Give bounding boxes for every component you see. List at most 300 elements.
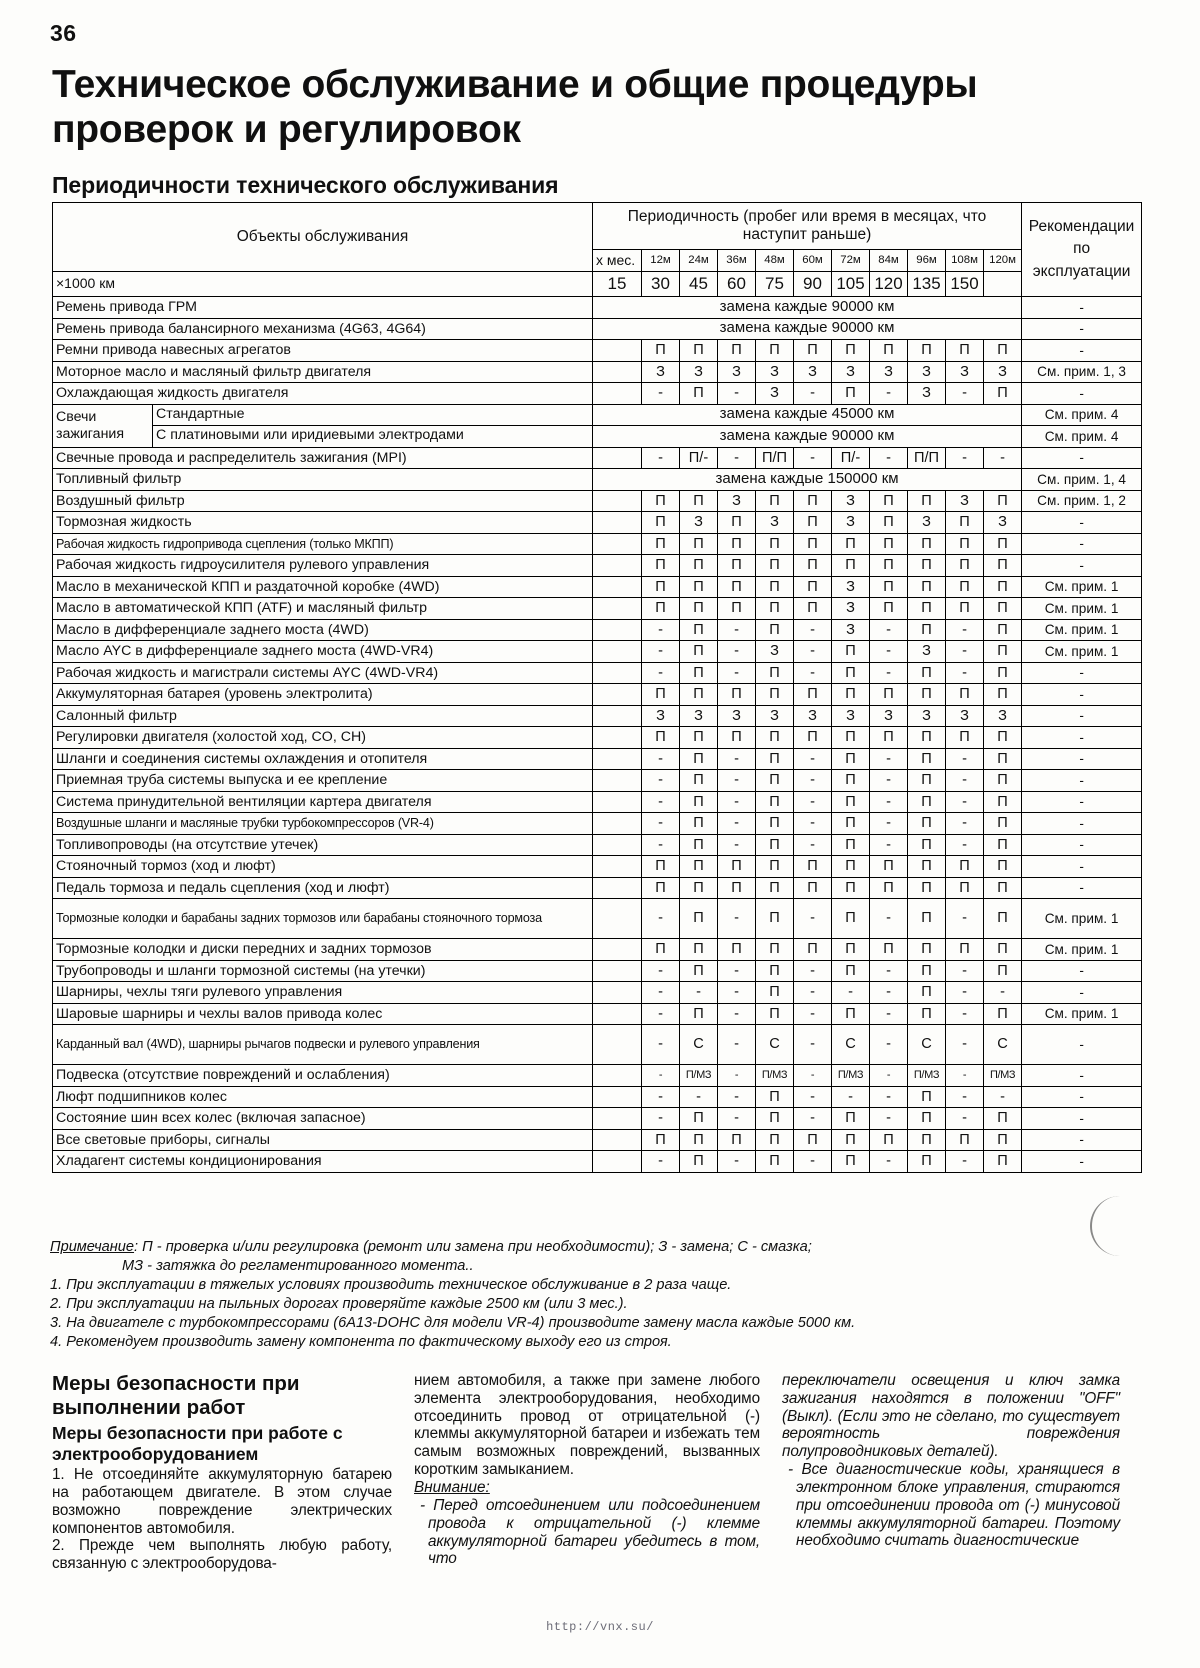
row-cell-3: П (756, 982, 794, 1004)
row-cell-3: П (756, 1151, 794, 1173)
note-line2: МЗ - затяжка до регламентированного момента.. (122, 1257, 474, 1274)
row-cell-unit (593, 834, 642, 856)
row-cell-4: П (794, 533, 832, 555)
header-km-5: 90 (794, 272, 832, 297)
row-cell-1: П (680, 856, 718, 878)
row-recommendation: - (1022, 791, 1142, 813)
row-cell-6: - (870, 383, 908, 405)
row-cell-unit (593, 641, 642, 663)
row-cell-1: П (680, 1129, 718, 1151)
row-recommendation: - (1022, 512, 1142, 534)
row-cell-1: З (680, 361, 718, 383)
row-cell-5: П (832, 877, 870, 899)
row-cell-8: П (946, 512, 984, 534)
row-cell-3: П (756, 960, 794, 982)
row-cell-2: П (718, 533, 756, 555)
row-cell-7: П (908, 770, 946, 792)
row-recommendation: - (1022, 447, 1142, 469)
row-cell-3: З (756, 361, 794, 383)
row-recommendation: - (1022, 318, 1142, 340)
row-cell-6: - (870, 899, 908, 939)
row-cell-8: - (946, 1025, 984, 1065)
table-row (53, 1025, 1142, 1065)
row-cell-2: З (718, 361, 756, 383)
column-left (52, 1372, 392, 1612)
row-cell-7: П (908, 899, 946, 939)
row-cell-5: З (832, 619, 870, 641)
row-label: Масло AYC в дифференциале заднего моста (4WD-VR4) (53, 641, 593, 663)
row-cell-7: П (908, 1108, 946, 1130)
row-cell-5: П (832, 748, 870, 770)
row-cell-3: П (756, 939, 794, 961)
header-month-8: 108м (946, 250, 984, 272)
table-row (53, 641, 1142, 663)
row-cell-6: З (870, 705, 908, 727)
row-label: Свечные провода и распределитель зажигания (MPI) (53, 447, 593, 469)
row-cell-5: П (832, 533, 870, 555)
row-recommendation: - (1022, 1129, 1142, 1151)
row-recommendation: См. прим. 1 (1022, 1003, 1142, 1025)
row-cell-0: - (642, 383, 680, 405)
row-cell-5: З (832, 576, 870, 598)
table-row (53, 727, 1142, 749)
row-cell-9: П (984, 960, 1022, 982)
row-span-value: замена каждые 90000 км (593, 318, 1022, 340)
table-body (53, 297, 1142, 1173)
row-cell-4: - (794, 383, 832, 405)
row-label: Шаровые шарниры и чехлы валов привода колес (53, 1003, 593, 1025)
row-recommendation: - (1022, 340, 1142, 362)
row-cell-9: П/МЗ (984, 1065, 1022, 1087)
row-cell-6: П (870, 576, 908, 598)
row-cell-9: З (984, 361, 1022, 383)
row-cell-6: - (870, 1151, 908, 1173)
row-label: Воздушные шланги и масляные трубки турбокомпрессоров (VR-4) (53, 813, 593, 835)
table-row (53, 598, 1142, 620)
row-cell-9: П (984, 834, 1022, 856)
row-cell-7: П (908, 877, 946, 899)
row-cell-0: П (642, 555, 680, 577)
row-cell-5: П (832, 899, 870, 939)
row-cell-3: П (756, 598, 794, 620)
row-cell-8: - (946, 662, 984, 684)
row-cell-4: П (794, 598, 832, 620)
row-cell-1: П (680, 939, 718, 961)
row-cell-1: З (680, 705, 718, 727)
row-cell-1: П (680, 813, 718, 835)
row-cell-6: - (870, 770, 908, 792)
right-paragraph-2: - Все диагностические коды, хранящиеся в электронном блоке управления, стираются при отсоединении провода от (-) минусовой клеммы аккумуляторной батареи. Поэтому необходимо считать диагностические (788, 1461, 1120, 1550)
row-cell-3: П (756, 1086, 794, 1108)
row-cell-7: П (908, 1129, 946, 1151)
row-group-label: Свечи зажигания (53, 404, 153, 447)
row-cell-4: - (794, 1151, 832, 1173)
row-cell-unit (593, 877, 642, 899)
row-label: Карданный вал (4WD), шарниры рычагов подвески и рулевого управления (53, 1025, 593, 1065)
row-cell-unit (593, 939, 642, 961)
header-km-0: 15 (593, 272, 642, 297)
header-month-6: 84м (870, 250, 908, 272)
row-cell-9: П (984, 598, 1022, 620)
row-cell-7: П (908, 813, 946, 835)
table-row (53, 490, 1142, 512)
row-label: Тормозные колодки и барабаны задних тормозов или барабаны стояночного тормоза (53, 899, 593, 939)
row-cell-2: З (718, 490, 756, 512)
row-recommendation: См. прим. 1 (1022, 899, 1142, 939)
row-cell-8: З (946, 705, 984, 727)
row-cell-0: - (642, 813, 680, 835)
row-cell-2: П (718, 727, 756, 749)
row-cell-5: З (832, 705, 870, 727)
row-cell-3: П/МЗ (756, 1065, 794, 1087)
row-cell-unit (593, 770, 642, 792)
row-cell-2: П (718, 856, 756, 878)
row-cell-8: П (946, 598, 984, 620)
note-item-2: 2. При эксплуатации на пыльных дорогах проверяйте каждые 2500 км (или 3 мес.). (50, 1295, 628, 1312)
row-recommendation: - (1022, 1151, 1142, 1173)
row-cell-unit (593, 1151, 642, 1173)
row-label: Регулировки двигателя (холостой ход, CO, CH) (53, 727, 593, 749)
table-row (53, 662, 1142, 684)
row-cell-8: - (946, 1065, 984, 1087)
table-row (53, 297, 1142, 319)
row-cell-4: П (794, 1129, 832, 1151)
note-item-1: 1. При эксплуатации в тяжелых условиях производить техническое обслуживание в 2 раза чаще. (50, 1276, 732, 1293)
row-cell-1: П (680, 960, 718, 982)
row-cell-4: П (794, 490, 832, 512)
row-cell-3: П (756, 533, 794, 555)
row-cell-3: С (756, 1025, 794, 1065)
table-row (53, 1065, 1142, 1087)
row-cell-2: - (718, 641, 756, 663)
row-cell-unit (593, 1108, 642, 1130)
row-cell-unit (593, 598, 642, 620)
header-month-0: 12м (642, 250, 680, 272)
row-recommendation: См. прим. 1 (1022, 619, 1142, 641)
row-cell-7: П (908, 1086, 946, 1108)
row-cell-7: З (908, 512, 946, 534)
row-cell-1: П (680, 555, 718, 577)
row-cell-6: - (870, 834, 908, 856)
row-cell-1: П (680, 1003, 718, 1025)
row-cell-6: - (870, 960, 908, 982)
row-cell-3: П (756, 856, 794, 878)
header-unit-km: ×1000 км (53, 272, 593, 297)
row-cell-6: - (870, 619, 908, 641)
row-cell-0: - (642, 748, 680, 770)
row-cell-3: П/П (756, 447, 794, 469)
table-row (53, 834, 1142, 856)
row-cell-2: П (718, 939, 756, 961)
row-cell-unit (593, 960, 642, 982)
row-cell-unit (593, 982, 642, 1004)
row-cell-7: П (908, 1003, 946, 1025)
row-cell-0: П (642, 684, 680, 706)
row-cell-0: П (642, 533, 680, 555)
row-cell-2: П (718, 598, 756, 620)
row-cell-5: П (832, 834, 870, 856)
row-label: Ремень привода ГРМ (53, 297, 593, 319)
row-cell-3: З (756, 512, 794, 534)
row-cell-3: П (756, 748, 794, 770)
row-cell-1: П (680, 748, 718, 770)
row-recommendation: - (1022, 1025, 1142, 1065)
row-cell-0: П (642, 727, 680, 749)
header-km-3: 60 (718, 272, 756, 297)
row-cell-4: - (794, 641, 832, 663)
row-cell-3: П (756, 490, 794, 512)
row-cell-5: П (832, 960, 870, 982)
row-cell-9: - (984, 447, 1022, 469)
row-cell-7: П (908, 960, 946, 982)
row-cell-4: П (794, 939, 832, 961)
row-cell-7: П (908, 684, 946, 706)
row-recommendation: - (1022, 705, 1142, 727)
table-header (53, 203, 1142, 297)
row-cell-8: З (946, 361, 984, 383)
table-row (53, 469, 1142, 491)
row-cell-0: - (642, 641, 680, 663)
header-km-8: 135 (908, 272, 946, 297)
row-label: Ремень привода балансирного механизма (4G63, 4G64) (53, 318, 593, 340)
row-cell-1: П (680, 641, 718, 663)
row-cell-0: П (642, 576, 680, 598)
row-cell-unit (593, 748, 642, 770)
row-cell-9: П (984, 1151, 1022, 1173)
row-cell-unit (593, 383, 642, 405)
row-cell-6: П (870, 856, 908, 878)
row-cell-5: П (832, 1003, 870, 1025)
row-label: Воздушный фильтр (53, 490, 593, 512)
row-cell-5: П (832, 1108, 870, 1130)
row-cell-4: - (794, 982, 832, 1004)
note-label: Примечание (50, 1239, 135, 1255)
row-cell-4: - (794, 662, 832, 684)
table-row (53, 576, 1142, 598)
row-cell-2: - (718, 1025, 756, 1065)
table-row (53, 512, 1142, 534)
table-row (53, 1086, 1142, 1108)
row-cell-7: П (908, 619, 946, 641)
row-cell-3: П (756, 340, 794, 362)
row-cell-2: - (718, 619, 756, 641)
row-cell-0: - (642, 834, 680, 856)
row-cell-0: З (642, 361, 680, 383)
row-cell-9: - (984, 982, 1022, 1004)
row-cell-0: - (642, 899, 680, 939)
row-cell-6: - (870, 662, 908, 684)
header-km-9: 150 (946, 272, 984, 297)
row-cell-6: П (870, 490, 908, 512)
row-cell-9: С (984, 1025, 1022, 1065)
row-cell-1: П (680, 770, 718, 792)
table-row (53, 1108, 1142, 1130)
row-cell-4: - (794, 770, 832, 792)
row-recommendation: - (1022, 1108, 1142, 1130)
row-cell-9: П (984, 1129, 1022, 1151)
row-cell-4: - (794, 619, 832, 641)
row-cell-0: - (642, 1108, 680, 1130)
row-cell-6: П (870, 1129, 908, 1151)
row-cell-3: П (756, 899, 794, 939)
row-cell-8: - (946, 1086, 984, 1108)
row-cell-1: П (680, 1108, 718, 1130)
row-cell-7: З (908, 641, 946, 663)
header-month-7: 96м (908, 250, 946, 272)
row-recommendation: - (1022, 727, 1142, 749)
row-cell-unit (593, 856, 642, 878)
row-cell-0: П (642, 512, 680, 534)
row-cell-5: П/- (832, 447, 870, 469)
page-title: Техническое обслуживание и общие процедуры проверок и регулировок (52, 63, 978, 152)
row-cell-8: - (946, 1003, 984, 1025)
row-label: Приемная труба системы выпуска и ее крепление (53, 770, 593, 792)
table-row (53, 877, 1142, 899)
row-cell-0: - (642, 1025, 680, 1065)
row-cell-2: - (718, 1065, 756, 1087)
table-row (53, 383, 1142, 405)
row-cell-unit (593, 490, 642, 512)
section-title: Периодичности технического обслуживания (52, 172, 559, 198)
row-label: Ремни привода навесных агрегатов (53, 340, 593, 362)
note-item-4: 4. Рекомендуем производить замену компонента по фактическому выходу его из строя. (50, 1333, 672, 1350)
row-cell-7: П (908, 748, 946, 770)
row-cell-2: - (718, 447, 756, 469)
row-cell-1: С (680, 1025, 718, 1065)
header-unit-months: x мес. (593, 250, 642, 272)
row-cell-2: П (718, 340, 756, 362)
row-cell-4: - (794, 899, 832, 939)
header-objects: Объекты обслуживания (53, 203, 593, 272)
row-label: Салонный фильтр (53, 705, 593, 727)
table-row (53, 404, 1142, 426)
row-recommendation: См. прим. 1 (1022, 939, 1142, 961)
row-cell-3: П (756, 791, 794, 813)
row-cell-5: - (832, 1086, 870, 1108)
row-recommendation: - (1022, 1065, 1142, 1087)
body-columns (52, 1372, 1148, 1612)
row-cell-2: П (718, 877, 756, 899)
row-cell-7: П (908, 340, 946, 362)
row-cell-1: П (680, 727, 718, 749)
row-cell-1: П (680, 383, 718, 405)
page-number: 36 (50, 20, 77, 46)
row-cell-8: - (946, 813, 984, 835)
row-cell-unit (593, 1065, 642, 1087)
row-cell-6: - (870, 1108, 908, 1130)
row-cell-5: П (832, 939, 870, 961)
row-cell-8: - (946, 1151, 984, 1173)
table-row (53, 960, 1142, 982)
row-cell-0: - (642, 1086, 680, 1108)
row-cell-0: - (642, 619, 680, 641)
row-cell-7: П (908, 727, 946, 749)
row-cell-6: П (870, 533, 908, 555)
row-cell-6: П (870, 555, 908, 577)
table-row (53, 684, 1142, 706)
row-cell-0: П (642, 939, 680, 961)
row-cell-2: - (718, 1003, 756, 1025)
row-cell-2: - (718, 960, 756, 982)
row-cell-4: П (794, 856, 832, 878)
row-cell-unit (593, 662, 642, 684)
row-cell-7: П (908, 555, 946, 577)
row-cell-4: - (794, 1025, 832, 1065)
row-cell-0: - (642, 447, 680, 469)
row-cell-1: П (680, 899, 718, 939)
row-label: Масло в механической КПП и раздаточной коробке (4WD) (53, 576, 593, 598)
row-cell-6: - (870, 982, 908, 1004)
table-row (53, 1003, 1142, 1025)
row-cell-5: З (832, 598, 870, 620)
row-cell-5: П (832, 856, 870, 878)
row-cell-8: - (946, 960, 984, 982)
row-cell-7: П (908, 533, 946, 555)
row-cell-unit (593, 705, 642, 727)
row-cell-7: П (908, 662, 946, 684)
row-recommendation: - (1022, 834, 1142, 856)
row-cell-2: - (718, 813, 756, 835)
row-cell-9: П (984, 748, 1022, 770)
row-cell-7: П/П (908, 447, 946, 469)
row-cell-1: П (680, 877, 718, 899)
note-line1: : П - проверка и/или регулировка (ремонт или замена при необходимости); З - замена; С - смазка; (134, 1239, 812, 1255)
table-row (53, 361, 1142, 383)
row-cell-6: - (870, 791, 908, 813)
attention-label: Внимание: (414, 1478, 490, 1496)
table-row (53, 856, 1142, 878)
row-cell-8: - (946, 447, 984, 469)
row-cell-4: - (794, 834, 832, 856)
row-cell-8: - (946, 641, 984, 663)
row-cell-7: З (908, 361, 946, 383)
row-cell-9: П (984, 662, 1022, 684)
row-cell-2: - (718, 1108, 756, 1130)
row-recommendation: - (1022, 770, 1142, 792)
row-cell-3: З (756, 641, 794, 663)
row-cell-8: - (946, 982, 984, 1004)
middle-paragraph-2: - Перед отсоединением или подсоединением провода к отрицательной (-) клемме аккумуляторной батареи убедитесь в том, что (420, 1496, 760, 1568)
row-cell-9: П (984, 383, 1022, 405)
row-recommendation: - (1022, 662, 1142, 684)
header-month-2: 36м (718, 250, 756, 272)
row-cell-8: - (946, 791, 984, 813)
row-cell-3: П (756, 576, 794, 598)
row-cell-3: П (756, 770, 794, 792)
row-cell-1: П/- (680, 447, 718, 469)
row-cell-6: П (870, 939, 908, 961)
row-cell-5: З (832, 490, 870, 512)
safety-paragraph-2: 2. Прежде чем выполнять любую работу, связанную с электрооборудова- (52, 1537, 392, 1573)
row-cell-4: - (794, 813, 832, 835)
row-cell-2: - (718, 1151, 756, 1173)
table-row (53, 1151, 1142, 1173)
row-cell-6: - (870, 1025, 908, 1065)
row-cell-8: - (946, 899, 984, 939)
row-cell-4: П (794, 340, 832, 362)
row-cell-4: З (794, 361, 832, 383)
row-cell-2: П (718, 684, 756, 706)
row-cell-8: - (946, 770, 984, 792)
row-span-value: замена каждые 90000 км (593, 297, 1022, 319)
header-month-5: 72м (832, 250, 870, 272)
row-cell-0: - (642, 960, 680, 982)
maintenance-schedule-table (52, 202, 1142, 1173)
row-recommendation: - (1022, 533, 1142, 555)
table-row (53, 619, 1142, 641)
row-cell-7: П (908, 834, 946, 856)
table-row (53, 770, 1142, 792)
